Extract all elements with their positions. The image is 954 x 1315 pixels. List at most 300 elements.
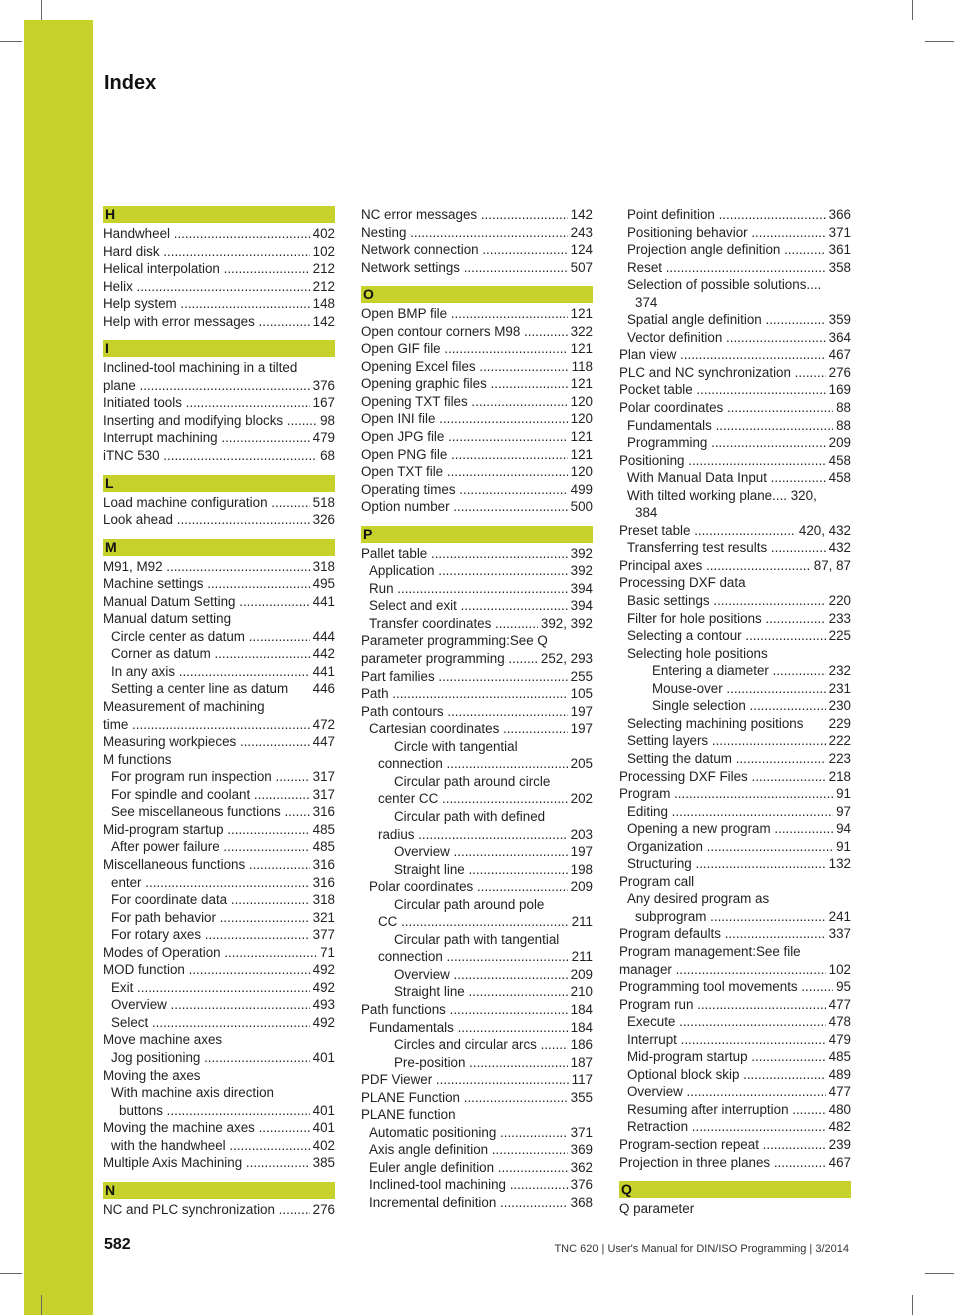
index-page-ref[interactable]: 91 <box>836 838 851 854</box>
index-page-ref[interactable]: 118 <box>571 358 593 374</box>
index-entry-continuation: subprogram ..... <box>635 908 826 926</box>
index-page-ref[interactable]: 212 <box>312 278 335 294</box>
index-page-ref[interactable]: 211 <box>571 949 593 965</box>
index-entry <box>103 961 335 979</box>
index-entry <box>361 738 593 773</box>
index-entry-text: Program-section repeat ..... <box>619 1136 826 1154</box>
index-page-ref[interactable]: 458 <box>828 452 851 468</box>
index-page-ref[interactable]: 142 <box>570 207 593 222</box>
index-entry <box>361 685 593 703</box>
index-page-ref[interactable]: 485 <box>312 821 335 837</box>
index-entry-text: Inclined-tool machining in a tilted <box>103 360 298 376</box>
index-page-ref[interactable]: 209 <box>570 879 593 895</box>
index-letter-header: Q <box>619 1181 851 1198</box>
index-page-ref[interactable]: 507 <box>570 259 593 275</box>
index-page-ref[interactable]: 202 <box>570 791 593 807</box>
index-entry-text: For path behavior ..... <box>111 909 310 927</box>
index-page-ref[interactable]: 477 <box>828 1084 851 1100</box>
index-page-ref[interactable]: 222 <box>828 733 851 749</box>
index-page-ref[interactable]: 167 <box>312 395 335 411</box>
index-page-ref[interactable]: 230 <box>828 698 851 714</box>
index-page-ref[interactable]: 376 <box>570 1177 593 1193</box>
index-entry <box>361 1071 593 1089</box>
index-page-ref[interactable]: 148 <box>312 296 335 312</box>
index-page-ref[interactable]: 124 <box>570 242 593 258</box>
index-page-ref[interactable]: 492 <box>312 1014 335 1030</box>
index-page-ref[interactable]: 394 <box>570 598 593 614</box>
index-entry-text: In any axis ..... <box>111 663 310 681</box>
index-entry <box>103 1119 335 1137</box>
index-entry-text: MOD function ..... <box>103 961 310 979</box>
index-entry-text: With tilted working plane.... 320, <box>627 487 817 503</box>
index-entry-text: Transferring test results ..... <box>627 539 826 557</box>
index-entry <box>361 562 593 580</box>
index-entry-text: Interrupt machining ..... <box>103 429 310 447</box>
index-entry-text: Circular path with defined <box>394 808 546 824</box>
index-page-ref[interactable]: 203 <box>570 826 593 842</box>
index-page-ref[interactable]: 385 <box>312 1155 335 1171</box>
index-entry-text: Selecting a contour ..... <box>627 627 826 645</box>
index-page-ref[interactable]: 472 <box>312 716 335 732</box>
index-page-ref[interactable]: 252, 293 <box>540 651 593 667</box>
index-entry-text: Setting the datum ..... <box>627 750 826 768</box>
index-entry-text: Opening a new program ..... <box>627 820 833 838</box>
index-entry <box>103 1201 335 1219</box>
index-entry-text: Opening Excel files ..... <box>361 358 569 376</box>
index-entry <box>619 574 851 592</box>
index-page-ref[interactable]: 317 <box>312 769 335 785</box>
index-entry-text: Fundamentals ..... <box>627 417 833 435</box>
index-page-ref[interactable]: 120 <box>570 411 593 427</box>
index-entry-text: Modes of Operation ..... <box>103 944 317 962</box>
index-page-ref[interactable]: 120 <box>570 464 593 480</box>
index-entry <box>361 323 593 341</box>
index-entry <box>619 452 851 470</box>
index-page-ref[interactable]: 392 <box>570 545 593 561</box>
index-entry <box>619 680 851 698</box>
index-entry-text: Opening graphic files ..... <box>361 375 568 393</box>
index-page-ref[interactable]: 223 <box>828 750 851 766</box>
index-entry-text: Circular path with tangential <box>394 931 560 947</box>
index-entry <box>619 925 851 943</box>
index-page-ref[interactable]: 441 <box>312 663 335 679</box>
index-page-ref[interactable]: 218 <box>828 768 851 784</box>
index-page-ref[interactable]: 477 <box>828 996 851 1012</box>
index-entry <box>361 358 593 376</box>
index-page-ref[interactable]: 121 <box>570 446 593 462</box>
index-entry <box>361 446 593 464</box>
index-page-ref[interactable]: 91 <box>836 786 851 802</box>
index-entry <box>103 874 335 892</box>
index-entry <box>103 243 335 261</box>
index-page-ref[interactable]: 485 <box>312 839 335 855</box>
index-entry-continuation: CC ..... <box>378 913 569 931</box>
index-page-ref[interactable]: 478 <box>828 1014 851 1030</box>
index-entry-text: Corner as datum ..... <box>111 645 310 663</box>
index-entry-text: Mid-program startup ..... <box>627 1048 826 1066</box>
index-entry <box>103 225 335 243</box>
index-page-ref[interactable]: 117 <box>571 1072 593 1088</box>
index-entry <box>103 494 335 512</box>
index-entry-continuation: plane ..... <box>103 377 310 395</box>
index-entry-text: Filter for hole positions ..... <box>627 610 826 628</box>
index-entry-text: Any desired program as <box>627 891 770 907</box>
index-page-ref[interactable]: 485 <box>828 1049 851 1065</box>
index-page-ref[interactable]: 441 <box>312 593 335 609</box>
index-entry <box>619 697 851 715</box>
index-entry <box>619 469 851 487</box>
crop-mark <box>41 0 42 20</box>
index-page-ref[interactable]: 243 <box>570 224 593 240</box>
index-entry <box>361 224 593 242</box>
index-page-ref[interactable]: 355 <box>570 1089 593 1105</box>
index-entry <box>361 896 593 931</box>
index-page-ref[interactable]: 212 <box>312 261 335 277</box>
crop-mark <box>0 1273 22 1274</box>
index-entry <box>361 983 593 1001</box>
index-page-ref[interactable]: 276 <box>312 1201 335 1217</box>
index-entry <box>619 750 851 768</box>
index-page-ref[interactable]: 369 <box>570 1142 593 1158</box>
index-entry <box>103 1154 335 1172</box>
index-letter-header: H <box>103 206 335 223</box>
index-entry <box>619 855 851 873</box>
index-page-ref[interactable]: 120 <box>570 393 593 409</box>
index-page-ref[interactable]: 402 <box>312 226 335 241</box>
index-page-ref[interactable]: 376 <box>312 377 335 393</box>
index-entry-text: Straight line ..... <box>394 861 568 879</box>
index-entry-text: Single selection ..... <box>652 697 826 715</box>
index-entry <box>103 447 335 465</box>
index-entry-text: Reset ..... <box>627 259 826 277</box>
footer-manual-title: TNC 620 | User's Manual for DIN/ISO Programming | 3/2014 <box>554 1243 849 1255</box>
index-page-ref[interactable]: 88 <box>836 400 851 416</box>
index-page-ref[interactable]: 499 <box>570 481 593 497</box>
index-entry-text: Network settings ..... <box>361 259 568 277</box>
index-page-ref[interactable]: 518 <box>312 494 335 510</box>
index-entry-text: Opening TXT files ..... <box>361 393 568 411</box>
index-entry <box>619 399 851 417</box>
index-page-ref[interactable]: 318 <box>312 892 335 908</box>
index-entry-text: Automatic positioning ..... <box>369 1124 568 1142</box>
index-entry <box>103 1084 335 1119</box>
index-page-ref[interactable]: 322 <box>570 323 593 339</box>
index-page-ref[interactable]: 371 <box>570 1124 593 1140</box>
index-page-ref[interactable]: 361 <box>828 242 851 258</box>
index-entry-text: Open contour corners M98 ..... <box>361 323 568 341</box>
index-entry <box>361 966 593 984</box>
index-entry <box>103 944 335 962</box>
index-entry <box>103 511 335 529</box>
index-page-ref[interactable]: 316 <box>312 804 335 820</box>
index-page-ref[interactable]: 364 <box>828 329 851 345</box>
index-page-ref[interactable]: 233 <box>828 610 851 626</box>
index-page-ref[interactable]: 458 <box>828 470 851 486</box>
index-page-ref[interactable]: 444 <box>312 628 335 644</box>
index-page-ref[interactable]: 68 <box>320 448 335 464</box>
index-page-ref[interactable]: 229 <box>828 715 851 731</box>
index-page-ref[interactable]: 480 <box>828 1101 851 1117</box>
crop-mark <box>41 1295 42 1315</box>
index-entry-text: Q parameter <box>619 1201 695 1217</box>
index-page-ref[interactable]: 105 <box>570 686 593 702</box>
index-entry-text: Selecting hole positions <box>627 645 768 661</box>
index-entry-text: Operating times ..... <box>361 481 568 499</box>
index-entry-text: With Manual Data Input ..... <box>627 469 826 487</box>
index-entry <box>103 593 335 611</box>
index-page-ref[interactable]: 197 <box>570 844 593 860</box>
index-page-ref[interactable]: 198 <box>570 861 593 877</box>
index-page-ref[interactable]: 102 <box>828 961 851 977</box>
index-page-ref[interactable]: 232 <box>828 663 851 679</box>
index-page-ref[interactable]: 492 <box>312 962 335 978</box>
index-entry <box>103 996 335 1014</box>
index-entry-text: Open GIF file ..... <box>361 340 568 358</box>
index-page-ref[interactable]: 492 <box>312 979 335 995</box>
index-page-ref[interactable]: 98 <box>320 412 335 428</box>
index-entry-text: Program management:See file <box>619 943 801 959</box>
index-entry <box>361 720 593 738</box>
index-entry <box>619 1083 851 1101</box>
index-page-ref[interactable]: 368 <box>570 1194 593 1210</box>
index-entry-text: Cartesian coordinates ..... <box>369 720 568 738</box>
index-entry-text: Jog positioning ..... <box>111 1049 310 1067</box>
index-entry <box>619 206 851 224</box>
index-page-ref[interactable]: 225 <box>828 628 851 644</box>
index-entry <box>361 843 593 861</box>
index-page-ref[interactable]: 121 <box>570 376 593 392</box>
index-page-ref[interactable]: 220 <box>828 593 851 609</box>
index-page-ref[interactable]: 132 <box>828 856 851 872</box>
index-entry <box>619 1118 851 1136</box>
index-page-ref[interactable]: 358 <box>828 259 851 275</box>
index-entry-text: Transfer coordinates ..... <box>369 615 538 633</box>
index-page-ref[interactable]: 420, 432 <box>798 522 851 538</box>
index-entry <box>103 768 335 786</box>
index-page-ref[interactable]: 184 <box>570 1001 593 1017</box>
index-page-ref[interactable]: 362 <box>570 1159 593 1175</box>
index-entry-text: Miscellaneous functions ..... <box>103 856 310 874</box>
index-entry <box>361 463 593 481</box>
index-page-ref[interactable]: 142 <box>312 313 335 329</box>
index-entry <box>361 615 593 633</box>
index-entry <box>619 1031 851 1049</box>
index-entry-text: Processing DXF Files ..... <box>619 768 826 786</box>
index-entry <box>103 313 335 331</box>
index-page-ref[interactable]: 316 <box>312 874 335 890</box>
index-entry <box>103 856 335 874</box>
index-page-ref[interactable]: 482 <box>828 1119 851 1135</box>
index-entry-text: For coordinate data ..... <box>111 891 310 909</box>
index-entry-text: With machine axis direction <box>111 1085 274 1101</box>
index-entry-continuation: 384 <box>635 505 658 521</box>
index-entry-text: PLANE function <box>361 1107 456 1123</box>
index-entry <box>619 364 851 382</box>
index-page-ref[interactable]: 479 <box>312 430 335 446</box>
index-entry-text: M functions <box>103 751 172 767</box>
index-page-ref[interactable]: 210 <box>570 984 593 1000</box>
index-page-ref[interactable]: 187 <box>570 1054 593 1070</box>
index-entry-text: Help system ..... <box>103 295 310 313</box>
index-entry <box>619 522 851 540</box>
index-page-ref[interactable]: 401 <box>312 1102 335 1118</box>
index-entry-continuation: connection ..... <box>378 948 569 966</box>
index-entry-text: Measurement of machining <box>103 699 265 715</box>
index-entry-text: Path contours ..... <box>361 703 568 721</box>
index-entry-text: Setting a center line as datum <box>111 681 289 697</box>
index-page-ref[interactable]: 326 <box>312 512 335 528</box>
index-page-ref[interactable]: 197 <box>570 703 593 719</box>
index-page-ref[interactable]: 209 <box>828 435 851 451</box>
index-page-ref[interactable]: 241 <box>828 908 851 924</box>
index-entry-text: Program defaults ..... <box>619 925 826 943</box>
index-page-ref[interactable]: 169 <box>828 382 851 398</box>
index-entry-text: Mid-program startup ..... <box>103 821 310 839</box>
index-page-ref[interactable]: 442 <box>312 646 335 662</box>
index-page-ref[interactable]: 318 <box>312 558 335 574</box>
index-entry <box>361 931 593 966</box>
index-entry-text: For spindle and coolant ..... <box>111 786 310 804</box>
index-entry <box>361 545 593 563</box>
index-entry-text: Select ..... <box>111 1014 310 1032</box>
crop-mark <box>912 1295 913 1315</box>
index-page-ref[interactable]: 121 <box>570 429 593 445</box>
index-entry-text: with the handwheel ..... <box>111 1137 310 1155</box>
index-entry-text: Part families ..... <box>361 668 568 686</box>
index-page-ref[interactable]: 87, 87 <box>813 557 851 573</box>
index-page-ref[interactable]: 71 <box>320 944 335 960</box>
index-entry-text: Principal axes ..... <box>619 557 811 575</box>
index-entry <box>619 943 851 978</box>
index-page-ref[interactable]: 316 <box>312 856 335 872</box>
index-entry <box>619 557 851 575</box>
index-page-ref[interactable]: 495 <box>312 576 335 592</box>
index-page-ref[interactable]: 209 <box>570 966 593 982</box>
index-page-ref[interactable]: 446 <box>312 681 335 697</box>
index-entry-text: Manual datum setting <box>103 611 232 627</box>
index-letter-header: O <box>361 286 593 303</box>
index-page-ref[interactable]: 102 <box>312 243 335 259</box>
index-page-ref[interactable]: 231 <box>828 680 851 696</box>
index-entry-text: Moving the machine axes ..... <box>103 1119 310 1137</box>
index-page-ref[interactable]: 205 <box>570 756 593 772</box>
index-letter-header: I <box>103 340 335 357</box>
index-page-ref[interactable]: 479 <box>828 1031 851 1047</box>
index-page-ref[interactable]: 392 <box>570 563 593 579</box>
index-page-ref[interactable]: 500 <box>570 499 593 515</box>
index-page-ref[interactable]: 121 <box>570 341 593 357</box>
index-entry <box>361 597 593 615</box>
index-entry <box>619 417 851 435</box>
index-entry <box>619 890 851 925</box>
index-entry-text: Helical interpolation ..... <box>103 260 310 278</box>
index-entry-text: Incremental definition ..... <box>369 1194 568 1212</box>
index-entry-text: Resuming after interruption ..... <box>627 1101 826 1119</box>
index-page-ref[interactable]: 401 <box>312 1120 335 1136</box>
index-entry <box>103 751 335 769</box>
index-page-ref[interactable]: 467 <box>828 347 851 363</box>
index-entry-continuation: 374 <box>635 294 658 310</box>
index-entry <box>619 381 851 399</box>
index-page-ref[interactable]: 321 <box>312 909 335 925</box>
index-page-ref[interactable]: 493 <box>312 997 335 1013</box>
index-page-ref[interactable]: 392, 392 <box>540 615 593 631</box>
index-entry-text: NC and PLC synchronization ..... <box>103 1201 310 1219</box>
index-page-ref[interactable]: 377 <box>312 927 335 943</box>
index-page-ref[interactable]: 467 <box>828 1154 851 1170</box>
crop-mark <box>0 41 22 42</box>
index-entry-text: For rotary axes ..... <box>111 926 310 944</box>
index-entry <box>361 632 593 667</box>
index-entry-text: Open INI file ..... <box>361 410 568 428</box>
index-page-ref[interactable]: 255 <box>570 668 593 684</box>
index-entry-text: iTNC 530 ..... <box>103 447 317 465</box>
index-entry-text: After power failure ..... <box>111 838 310 856</box>
index-page-ref[interactable]: 121 <box>570 306 593 322</box>
index-page-ref[interactable]: 394 <box>570 580 593 596</box>
index-entry <box>361 498 593 516</box>
index-page-ref[interactable]: 97 <box>836 803 851 819</box>
index-entry-text: Plan view ..... <box>619 346 826 364</box>
index-entry <box>619 434 851 452</box>
index-page-ref[interactable]: 184 <box>570 1019 593 1035</box>
index-entry-text: Spatial angle definition ..... <box>627 311 826 329</box>
index-entry <box>361 1176 593 1194</box>
index-entry <box>361 1194 593 1212</box>
index-entry <box>619 346 851 364</box>
index-entry-text: Circular path around pole <box>394 896 545 912</box>
index-entry-text: Path functions ..... <box>361 1001 568 1019</box>
index-page-ref[interactable]: 211 <box>571 914 593 930</box>
index-entry <box>619 592 851 610</box>
index-entry <box>103 979 335 997</box>
index-page-ref[interactable]: 447 <box>312 734 335 750</box>
index-page-ref[interactable]: 402 <box>312 1137 335 1153</box>
index-entry-text: Parameter programming:See Q <box>361 633 548 649</box>
index-page-ref[interactable]: 239 <box>828 1136 851 1152</box>
index-page-ref[interactable]: 337 <box>828 926 851 942</box>
index-entry <box>619 1101 851 1119</box>
index-page-ref[interactable]: 186 <box>570 1037 593 1053</box>
index-page-ref[interactable]: 95 <box>836 979 851 995</box>
index-page-ref[interactable]: 401 <box>312 1049 335 1065</box>
index-page-ref[interactable]: 88 <box>836 417 851 433</box>
index-entry-text: Projection in three planes ..... <box>619 1154 826 1172</box>
index-entry <box>103 838 335 856</box>
index-entry <box>361 703 593 721</box>
index-page-ref[interactable]: 371 <box>828 224 851 240</box>
index-page-ref[interactable]: 489 <box>828 1066 851 1082</box>
index-entry <box>619 1136 851 1154</box>
index-entry-text: Select and exit ..... <box>369 597 568 615</box>
index-entry <box>619 785 851 803</box>
index-page-ref[interactable]: 94 <box>836 821 851 837</box>
index-entry-text: Overview ..... <box>111 996 310 1014</box>
index-page-ref[interactable]: 317 <box>312 786 335 802</box>
index-page-ref[interactable]: 432 <box>828 540 851 556</box>
index-entry <box>103 278 335 296</box>
index-page-ref[interactable]: 197 <box>570 721 593 737</box>
index-entry-text: Retraction ..... <box>627 1118 826 1136</box>
index-entry <box>619 803 851 821</box>
index-column-2 <box>361 206 593 1212</box>
index-page-ref[interactable]: 366 <box>828 207 851 222</box>
index-page-ref[interactable]: 359 <box>828 312 851 328</box>
index-entry <box>103 1014 335 1032</box>
index-page-ref[interactable]: 276 <box>828 364 851 380</box>
index-entry-text: Execute ..... <box>627 1013 826 1031</box>
index-entry <box>619 732 851 750</box>
